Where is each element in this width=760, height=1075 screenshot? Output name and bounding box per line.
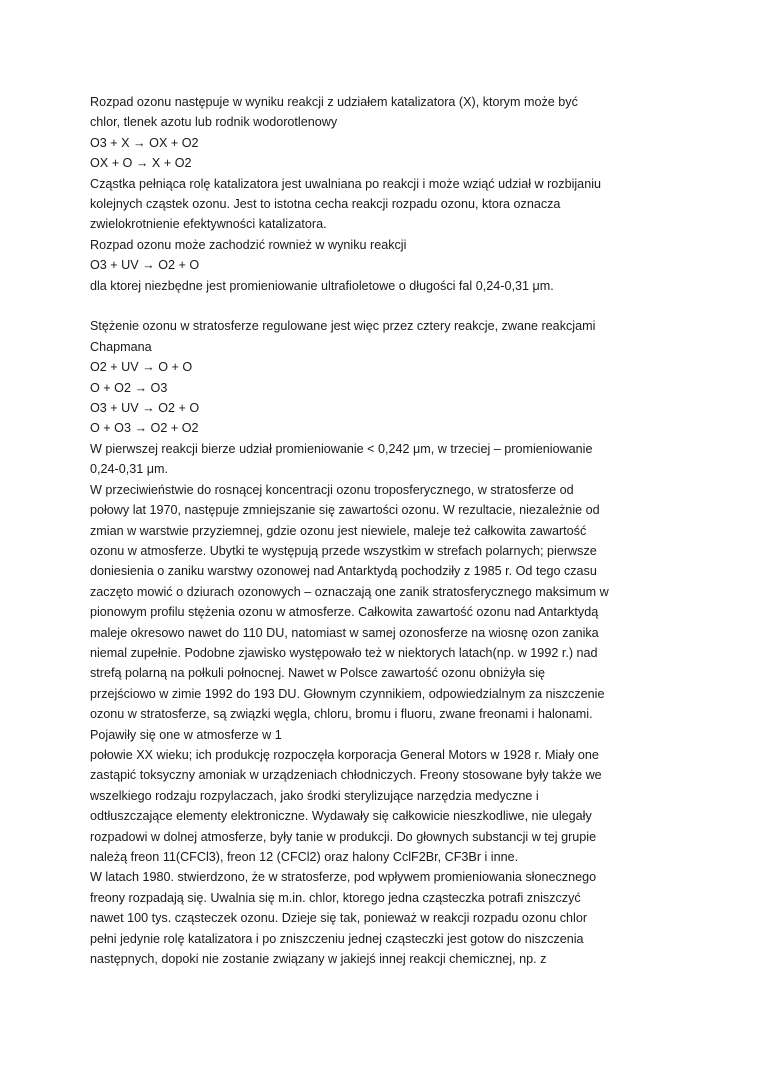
text-line: O2 + UV → O + O [90, 360, 193, 375]
text-line: O3 + X → OX + O2 [90, 135, 199, 150]
text-line: rozpadowi w dolnej atmosferze, były tanie w produkcji. Do głownych substancji w tej grupie [90, 829, 597, 844]
text-line: W latach 1980. stwierdzono, że w stratosferze, pod wpływem promieniowania słonecznego [90, 870, 597, 885]
paragraph-block-chapman [90, 316, 630, 969]
paragraph-block-catalysis [90, 92, 630, 296]
text-line: ozonu w stratosferze, są związki węgla, chloru, bromu i fluoru, zwane freonami i halonami. [90, 707, 593, 722]
text-line: zastąpić toksyczny amoniak w urządzeniach chłodniczych. Freony stosowane były także we [90, 768, 602, 783]
text-line: pełni jedynie rolę katalizatora i po zniszczeniu jednej cząsteczki jest gotow do niszczenia [90, 931, 584, 946]
text-line: freony rozpadają się. Uwalnia się m.in. chlor, ktorego jedna cząsteczka potrafi zniszczyć [90, 890, 581, 905]
text-line: wszelkiego rodzaju rozpylaczach, jako środki sterylizujące narzędzia medyczne i [90, 788, 539, 803]
text-line: kolejnych cząstek ozonu. Jest to istotna cecha reakcji rozpadu ozonu, ktora oznacza [90, 197, 561, 212]
text-line: 0,24-0,31 μm. [90, 462, 168, 477]
text-line: OX + O → X + O2 [90, 156, 192, 171]
text-line: Chapmana [90, 339, 152, 354]
text-line: zwielokrotnienie efektywności katalizatora. [90, 217, 327, 232]
text-line: doniesienia o zaniku warstwy ozonowej nad Antarktydą pochodziły z 1985 r. Od tego czasu [90, 564, 597, 579]
text-line: Rozpad ozonu może zachodzić rownież w wyniku reakcji [90, 237, 407, 252]
text-line: O + O2 → O3 [90, 380, 168, 395]
text-line: przejściowo w zimie 1992 do 193 DU. Głownym czynnikiem, odpowiedzialnym za niszczenie [90, 686, 605, 701]
text-line: pionowym profilu stężenia ozonu w atmosferze. Całkowita zawartość ozonu nad Antarktydą [90, 605, 599, 620]
text-line: W przeciwieństwie do rosnącej koncentracji ozonu troposferycznego, w stratosferze od [90, 482, 574, 497]
text-line: Pojawiły się one w atmosferze w 1 [90, 727, 282, 742]
text-line: Cząstka pełniąca rolę katalizatora jest uwalniana po reakcji i może wziąć udział w rozbijaniu [90, 176, 601, 191]
text-line: W pierwszej reakcji bierze udział promieniowanie < 0,242 μm, w trzeciej – promieniowanie [90, 441, 593, 456]
text-line: O3 + UV → O2 + O [90, 401, 200, 416]
text-line: niemal zupełnie. Podobne zjawisko występowało też w niektorych latach(np. w 1992 r.) nad [90, 645, 598, 660]
text-line: Rozpad ozonu następuje w wyniku reakcji z udziałem katalizatora (X), ktorym może być [90, 95, 578, 109]
text-line: należą freon 11(CFCl3), freon 12 (CFCl2) oraz halony CclF2Br, CF3Br i inne. [90, 850, 519, 865]
text-line: O3 + UV → O2 + O [90, 258, 200, 273]
text-line: dla ktorej niezbędne jest promieniowanie ultrafioletowe o długości fal 0,24-0,31 μm. [90, 278, 554, 293]
text-line: połowie XX wieku; ich produkcję rozpoczęła korporacja General Motors w 1928 r. Miały one [90, 747, 599, 762]
text-line: nawet 100 tys. cząsteczek ozonu. Dzieje się tak, ponieważ w reakcji rozpadu ozonu chlor [90, 911, 588, 926]
text-line: chlor, tlenek azotu lub rodnik wodorotlenowy [90, 115, 338, 130]
text-line: maleje okresowo nawet do 110 DU, natomiast w samej ozonosferze na wiosnę ozon zanika [90, 625, 599, 640]
text-line: O + O3 → O2 + O2 [90, 421, 199, 436]
text-line: zaczęto mowić o dziurach ozonowych – oznaczają one zanik stratosferycznego maksimum w [90, 584, 609, 599]
text-line: strefą polarną na połkuli połnocnej. Nawet w Polsce zawartość ozonu obniżyła się [90, 666, 546, 681]
blank-line [90, 296, 630, 316]
text-line: Stężenie ozonu w stratosferze regulowane jest więc przez cztery reakcje, zwane reakcjami [90, 319, 596, 334]
document-page [90, 92, 630, 969]
text-line: ozonu w atmosferze. Ubytki te występują przede wszystkim w strefach polarnych; pierwsze [90, 543, 597, 558]
text-line: zmian w warstwie przyziemnej, gdzie ozonu jest niewiele, maleje też całkowita zawartość [90, 523, 587, 538]
text-line: połowy lat 1970, następuje zmniejszanie się zawartości ozonu. W rezultacie, niezależnie od [90, 503, 600, 518]
text-line: odtłuszczające elementy elektroniczne. Wydawały się całkowicie nieszkodliwe, nie ulegały [90, 809, 592, 824]
text-line: następnych, dopoki nie zostanie związany w jakiejś innej reakcji chemicznej, np. z [90, 952, 547, 967]
